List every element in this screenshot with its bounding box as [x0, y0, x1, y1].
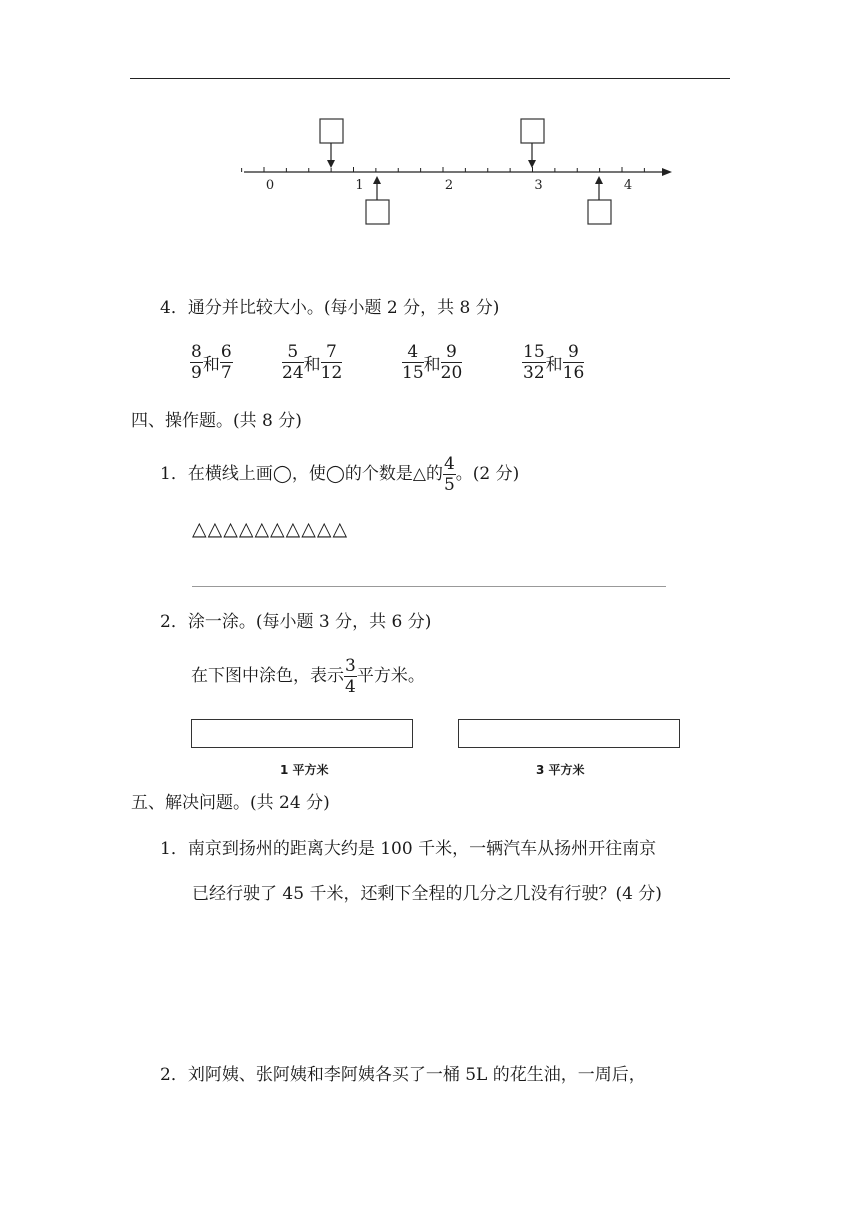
- fraction-pair-1: [190, 342, 233, 383]
- tick-label-2: 2: [444, 178, 454, 193]
- answer-box-top-1: [320, 119, 343, 143]
- section4-q2-label: 2．涂一涂。(每小题 3 分，共 6 分): [160, 612, 432, 632]
- tick-label-0: 0: [265, 178, 275, 193]
- fraction-pair-4: [522, 342, 584, 383]
- fraction: $\frac{7}{12}$: [320, 342, 343, 383]
- connector: 和: [202, 355, 220, 375]
- answer-box-top-2: [521, 119, 544, 143]
- shading-rectangle-1[interactable]: [191, 719, 413, 748]
- tick-label-3: 3: [534, 178, 543, 193]
- fraction-pair-3: [402, 342, 462, 383]
- fraction: $\frac{9}{20}$: [440, 342, 463, 383]
- connector: 和: [303, 355, 321, 375]
- section5-heading: 五、解决问题。(共 24 分): [131, 793, 330, 813]
- answer-box-bottom-2: [588, 200, 611, 224]
- number-line-arrowhead: [662, 168, 672, 176]
- fraction: $\frac{3}{4}$: [345, 656, 356, 697]
- arrow-up-1-head: [373, 176, 381, 184]
- fraction: $\frac{5}{24}$: [282, 342, 304, 383]
- drawing-answer-line[interactable]: [192, 586, 666, 587]
- caption-2: 3 平方米: [536, 763, 585, 777]
- answer-box-bottom-1: [366, 200, 389, 224]
- fraction: $\frac{8}{9}$: [191, 342, 202, 383]
- arrow-down-1-head: [327, 160, 335, 168]
- fraction: $\frac{4}{5}$: [443, 454, 455, 495]
- section4-q2-instruction: [191, 656, 425, 697]
- fraction: $\frac{9}{16}$: [562, 342, 585, 383]
- tick-label-4: 4: [623, 178, 633, 193]
- triangles-row: △△△△△△△△△△: [192, 518, 349, 540]
- section4-q1: [160, 454, 519, 495]
- q1-text-before: 1．在横线上画◯，使◯的个数是△的: [160, 464, 443, 484]
- section5-q2-line1: 2．刘阿姨、张阿姨和李阿姨各买了一桶 5L 的花生油，一周后，: [160, 1065, 646, 1085]
- section5-q1-line1: 1．南京到扬州的距离大约是 100 千米，一辆汽车从扬州开往南京: [160, 839, 657, 859]
- fraction: $\frac{6}{7}$: [220, 342, 232, 383]
- fraction: $\frac{15}{32}$: [523, 342, 545, 383]
- caption-1: 1 平方米: [280, 763, 329, 777]
- q2-text-after: 平方米。: [356, 666, 425, 686]
- number-line-figure: [0, 0, 860, 260]
- q2-text-before: 在下图中涂色，表示: [191, 666, 344, 686]
- section5-q1-line2: 已经行驶了 45 千米，还剩下全程的几分之几没有行驶？(4 分): [192, 884, 662, 904]
- section4-heading: 四、操作题。(共 8 分): [131, 411, 302, 431]
- fraction-pair-2: [282, 342, 342, 383]
- q1-text-after: 。(2 分): [455, 464, 520, 484]
- q4-label: 4．通分并比较大小。(每小题 2 分，共 8 分): [160, 298, 500, 318]
- connector: 和: [423, 355, 441, 375]
- fraction: $\frac{4}{15}$: [402, 342, 424, 383]
- arrow-down-2-head: [528, 160, 536, 168]
- connector: 和: [545, 355, 563, 375]
- arrow-up-2-head: [595, 176, 603, 184]
- tick-label-1: 1: [355, 178, 364, 193]
- shading-rectangle-2[interactable]: [458, 719, 680, 748]
